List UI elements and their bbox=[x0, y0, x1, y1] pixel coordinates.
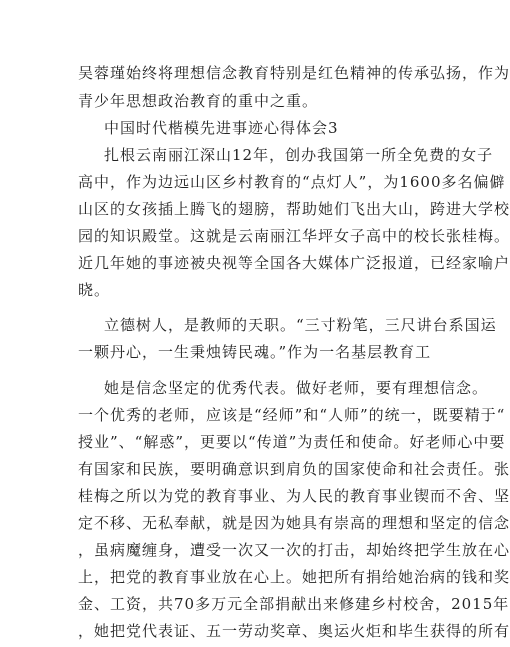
paragraph-line: 桂梅之所以为党的教育事业、为人民的教育事业锲而不舍、坚 bbox=[78, 487, 510, 505]
paragraph-line: 授业”、“解惑”，更要以“传道”为责任和使命。好老师心中要 bbox=[78, 433, 506, 451]
paragraph-line: 吴蓉瑾始终将理想信念教育特别是红色精神的传承弘扬，作为 bbox=[78, 64, 510, 82]
paragraph-line: 有国家和民族，要明确意识到肩负的国家使命和社会责任。张 bbox=[78, 460, 510, 478]
paragraph-line: ，她把党代表证、五一劳动奖章、奥运火炬和毕生获得的所有 bbox=[78, 622, 510, 640]
paragraph-line: 上，把党的教育事业放在心上。她把所有捐给她治病的钱和奖 bbox=[78, 568, 510, 586]
paragraph-line: 山区的女孩插上腾飞的翅膀，帮助她们飞出大山，跨进大学校 bbox=[78, 200, 510, 218]
paragraph-line: 定不移、无私奉献，就是因为她具有崇高的理想和坚定的信念 bbox=[78, 514, 510, 532]
paragraph-line: ，虽病魔缠身，遭受一次又一次的打击，却始终把学生放在心 bbox=[78, 541, 510, 559]
paragraph-line: 扎根云南丽江深山12年，创办我国第一所全免费的女子 bbox=[104, 146, 494, 164]
paragraph-line: 晓。 bbox=[78, 281, 111, 299]
section-heading: 中国时代楷模先进事迹心得体会3 bbox=[104, 119, 339, 137]
paragraph-line: 近几年她的事迹被央视等全国各大媒体广泛报道，已经家喻户 bbox=[78, 254, 510, 272]
paragraph-line: 高中，作为边远山区乡村教育的“点灯人”，为1600多名偏僻 bbox=[78, 173, 506, 191]
paragraph-line: 一颗丹心，一生秉烛铸民魂。”作为一名基层教育工 bbox=[78, 343, 432, 361]
paragraph-line: 金、工资，共70多万元全部捐献出来修建乡村校舍，2015年 bbox=[78, 595, 510, 613]
paragraph-line: 立德树人，是教师的天职。“三寸粉笔，三尺讲台系国运 bbox=[104, 316, 497, 334]
paragraph-line: 她是信念坚定的优秀代表。做好老师，要有理想信念。 bbox=[104, 379, 489, 397]
paragraph-line: 青少年思想政治教育的重中之重。 bbox=[78, 92, 319, 110]
paragraph-line: 园的知识殿堂。这就是云南丽江华坪女子高中的校长张桂梅。 bbox=[78, 227, 510, 245]
paragraph-line: 一个优秀的老师，应该是“经师”和“人师”的统一，既要精于“ bbox=[78, 406, 506, 424]
